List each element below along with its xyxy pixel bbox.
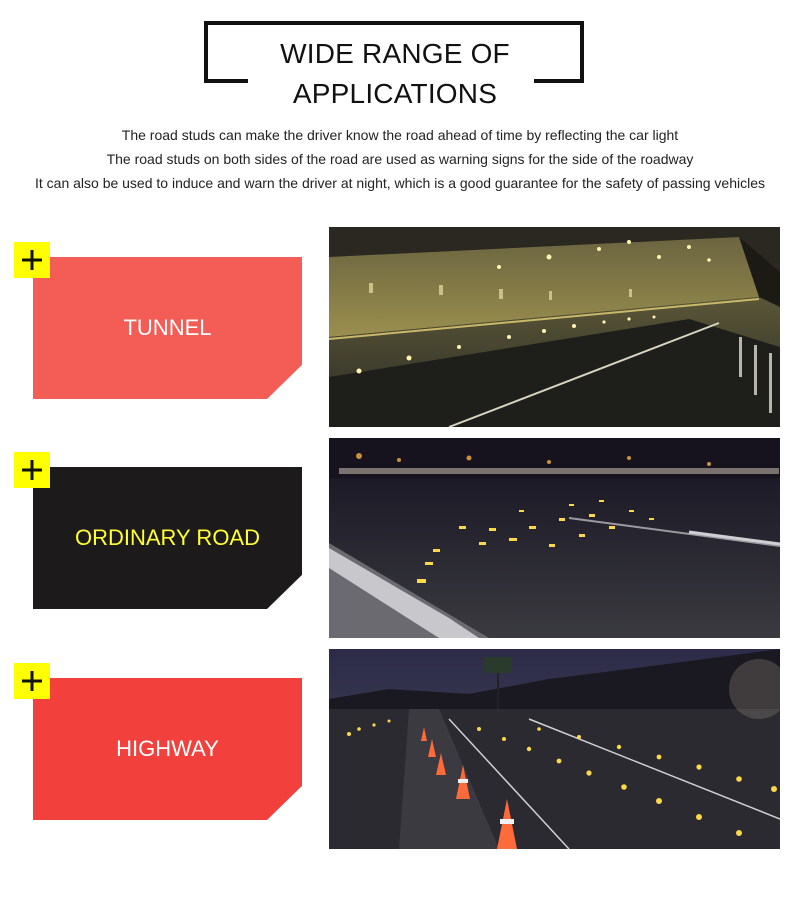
tunnel-photo xyxy=(329,227,780,427)
description-line: The road studs on both sides of the road are used as warning signs for the side of the roadway xyxy=(106,151,694,167)
page-title xyxy=(204,34,586,114)
ordinary-road-photo xyxy=(329,438,780,638)
description xyxy=(0,123,800,195)
card-label: HIGHWAY xyxy=(116,736,219,761)
description-line: The road studs can make the driver know the road ahead of time by reflecting the car light xyxy=(121,127,679,143)
application-card-ordinary-road xyxy=(14,452,304,594)
description-line: It can also be used to induce and warn the driver at night, which is a good guarantee for the safety of passing vehicles xyxy=(34,175,765,191)
frame-line xyxy=(204,21,584,25)
plus-icon xyxy=(14,452,50,488)
application-card-tunnel xyxy=(14,242,304,384)
highway-photo xyxy=(329,649,780,849)
plus-icon xyxy=(14,242,50,278)
plus-icon xyxy=(14,663,50,699)
title-line-1: WIDE RANGE OF xyxy=(280,38,510,69)
application-card-highway xyxy=(14,663,304,805)
card-label: ORDINARY ROAD xyxy=(74,525,260,550)
title-line-2: APPLICATIONS xyxy=(292,78,498,109)
card-label: TUNNEL xyxy=(123,315,212,340)
